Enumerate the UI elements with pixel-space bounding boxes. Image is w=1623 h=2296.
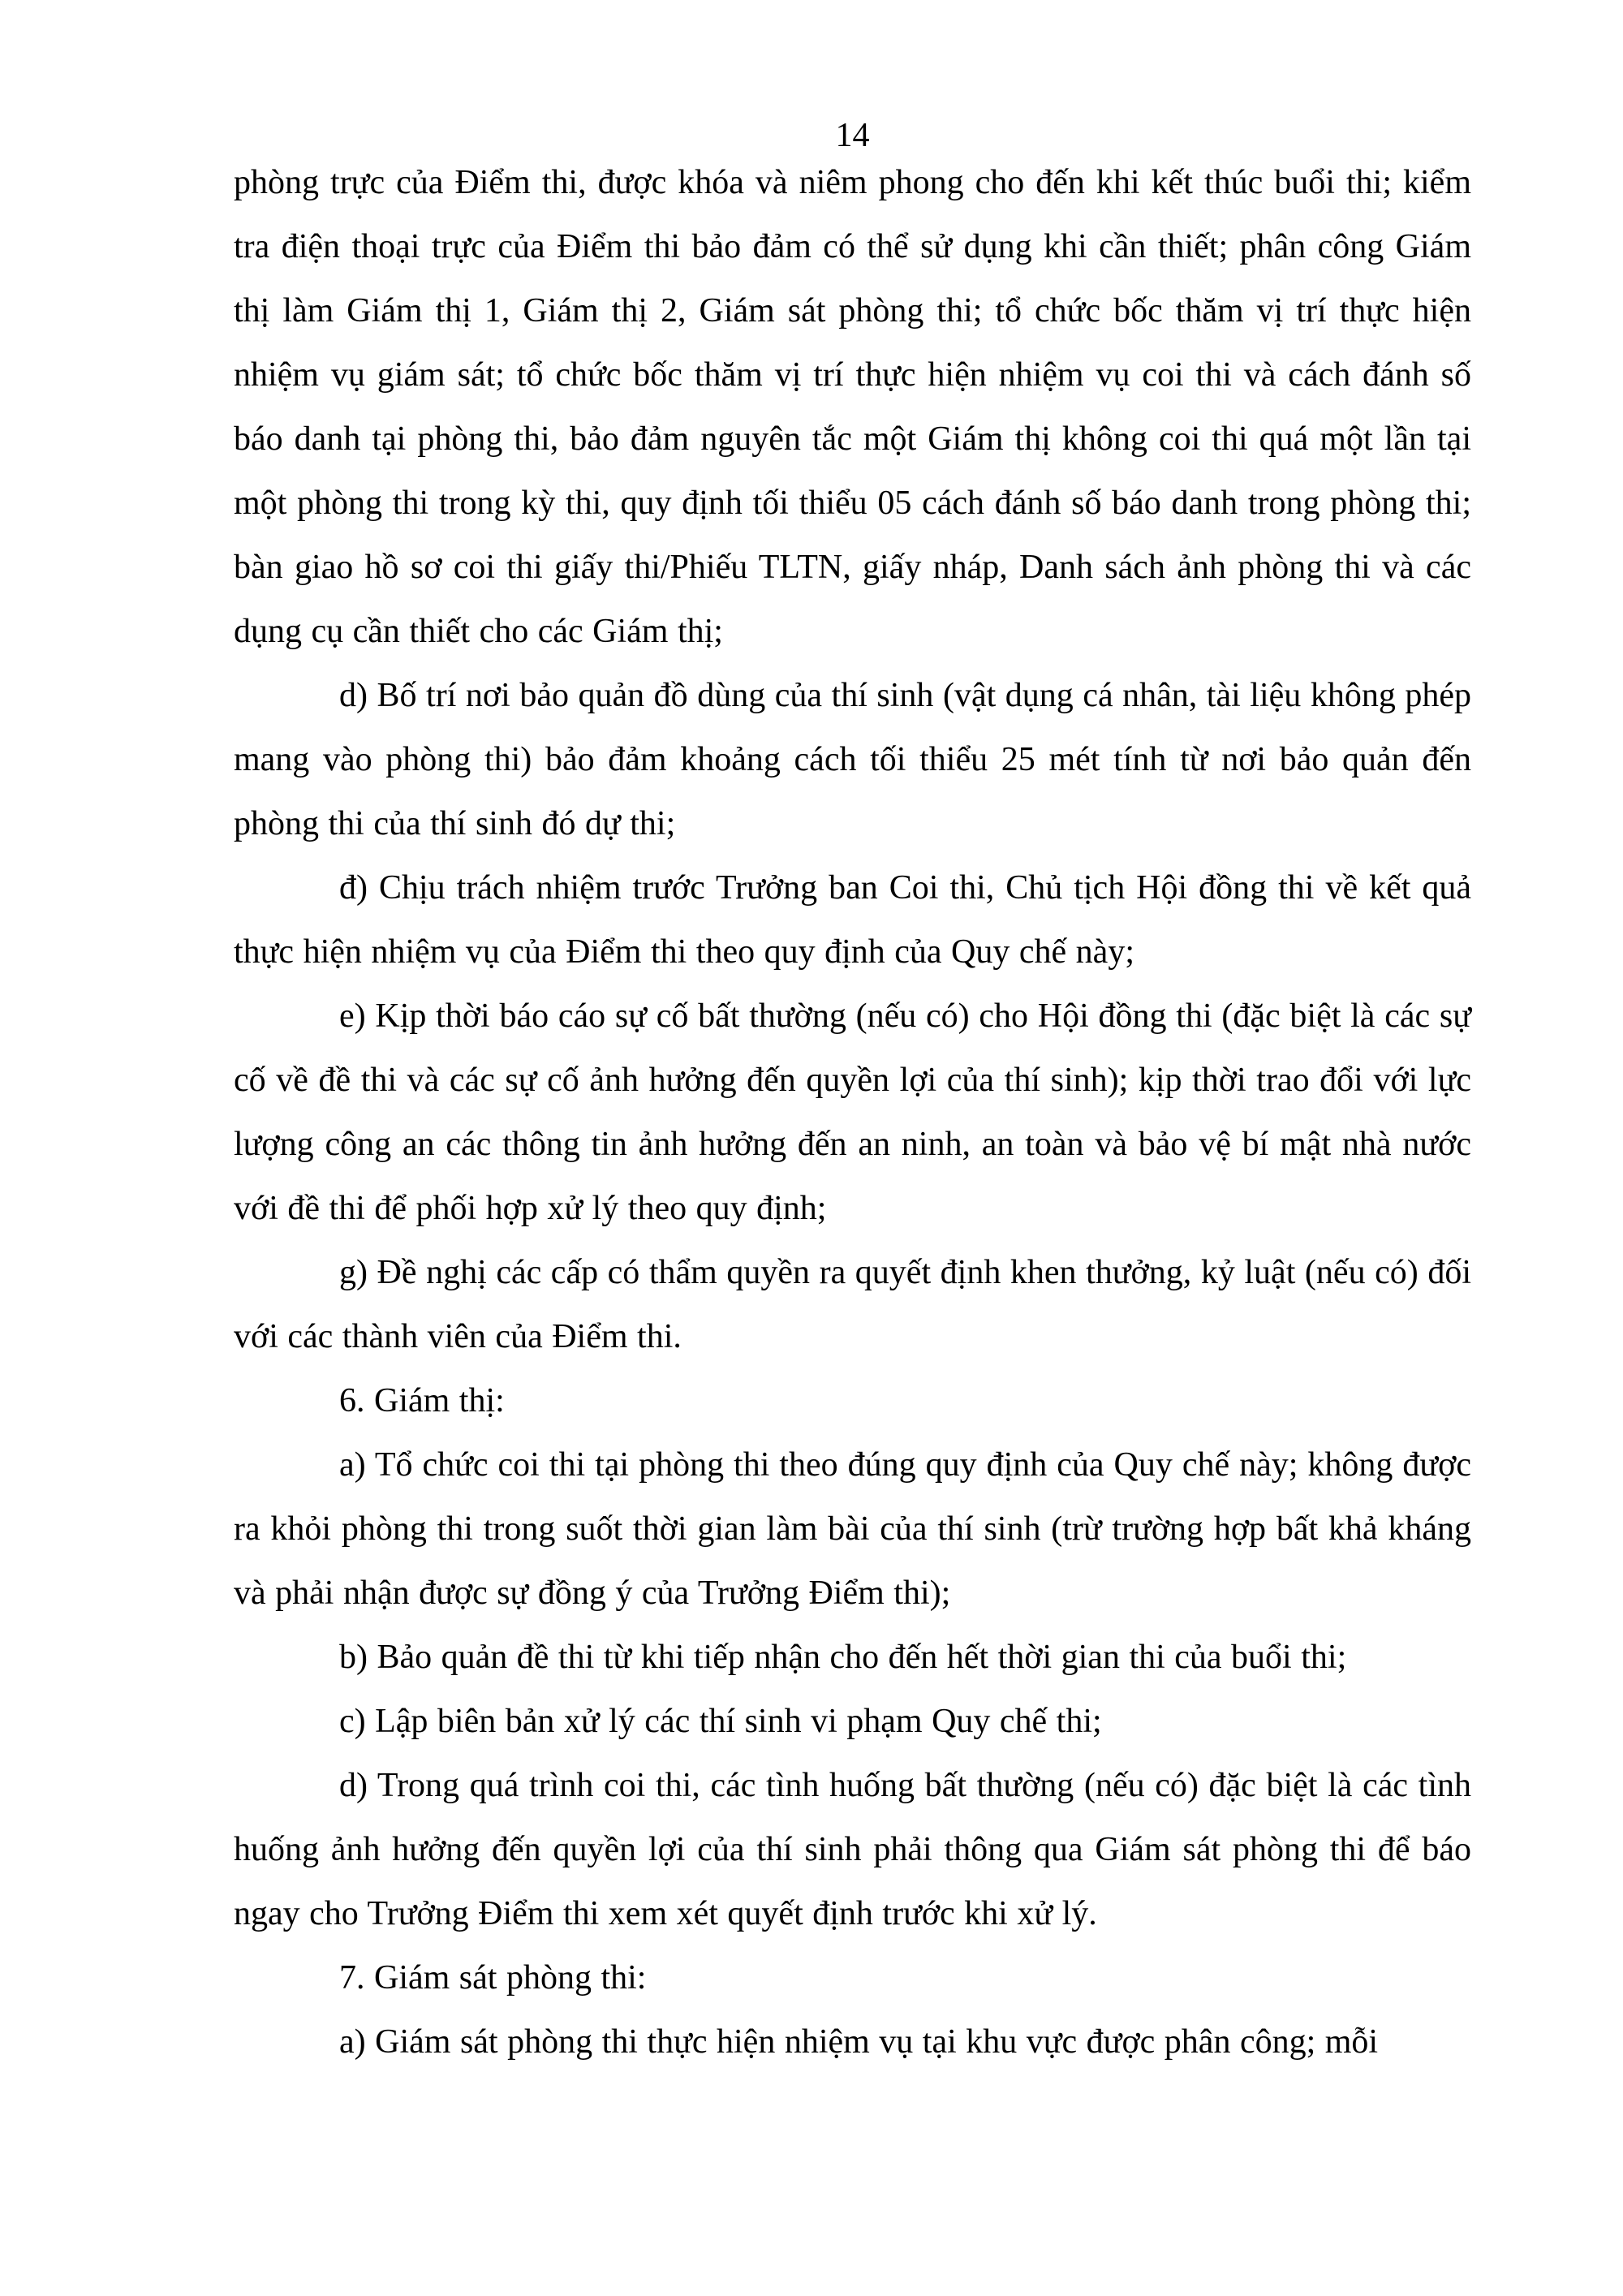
- clause-dd: đ) Chịu trách nhiệm trước Trưởng ban Coi thi, Chủ tịch Hội đồng thi về kết quả thực hiện nhiệm vụ của Điểm thi theo quy định của Quy chế này;: [234, 869, 1471, 971]
- clause-6c: c) Lập biên bản xử lý các thí sinh vi phạm Quy chế thi;: [339, 1703, 1102, 1740]
- clause-d: d) Bố trí nơi bảo quản đồ dùng của thí sinh (vật dụng cá nhân, tài liệu không phép mang vào phòng thi) bảo đảm khoảng cách tối thiểu 25 mét tính từ nơi bảo quản đến phòng thi của thí sinh đó dự thi;: [234, 677, 1471, 842]
- clause-6d: d) Trong quá trình coi thi, các tình huống bất thường (nếu có) đặc biệt là các tình huống ảnh hưởng đến quyền lợi của thí sinh phải thông qua Giám sát phòng thi để báo ngay cho Trưởng Điểm thi xem xét quyết định trước khi xử lý.: [234, 1767, 1471, 1932]
- clause-7a: a) Giám sát phòng thi thực hiện nhiệm vụ tại khu vực được phân công; mỗi: [339, 2023, 1379, 2061]
- paragraph-continuation: phòng trực của Điểm thi, được khóa và niêm phong cho đến khi kết thúc buổi thi; kiểm tra điện thoại trực của Điểm thi bảo đảm có thể sử dụng khi cần thiết; phân công Giám thị làm Giám thị 1, Giám thị 2, Giám sát phòng thi; tổ chức bốc thăm vị trí thực hiện nhiệm vụ giám sát; tổ chức bốc thăm vị trí thực hiện nhiệm vụ coi thi và cách đánh số báo danh tại phòng thi, bảo đảm nguyên tắc một Giám thị không coi thi quá một lần tại một phòng thi trong kỳ thi, quy định tối thiểu 05 cách đánh số báo danh trong phòng thi; bàn giao hồ sơ coi thi giấy thi/Phiếu TLTN, giấy nháp, Danh sách ảnh phòng thi và các dụng cụ cần thiết cho các Giám thị;: [234, 164, 1471, 650]
- clause-6b: b) Bảo quản đề thi từ khi tiếp nhận cho đến hết thời gian thi của buổi thi;: [339, 1639, 1347, 1676]
- page-number: 14: [835, 117, 870, 154]
- clause-g: g) Đề nghị các cấp có thẩm quyền ra quyết định khen thưởng, kỷ luật (nếu có) đối với các thành viên của Điểm thi.: [234, 1254, 1471, 1355]
- section-heading-6-giam-thi: 6. Giám thị:: [339, 1382, 505, 1419]
- section-heading-7-giam-sat-phong-thi: 7. Giám sát phòng thi:: [339, 1959, 647, 1997]
- clause-6a: a) Tổ chức coi thi tại phòng thi theo đúng quy định của Quy chế này; không được ra khỏi phòng thi trong suốt thời gian làm bài của thí sinh (trừ trường hợp bất khả kháng và phải nhận được sự đồng ý của Trưởng Điểm thi);: [234, 1446, 1471, 1612]
- page-body: [234, 151, 1471, 2074]
- clause-e: e) Kịp thời báo cáo sự cố bất thường (nếu có) cho Hội đồng thi (đặc biệt là các sự cố về đề thi và các sự cố ảnh hưởng đến quyền lợi của thí sinh); kịp thời trao đổi với lực lượng công an các thông tin ảnh hưởng đến an ninh, an toàn và bảo vệ bí mật nhà nước với đề thi để phối hợp xử lý theo quy định;: [234, 997, 1471, 1227]
